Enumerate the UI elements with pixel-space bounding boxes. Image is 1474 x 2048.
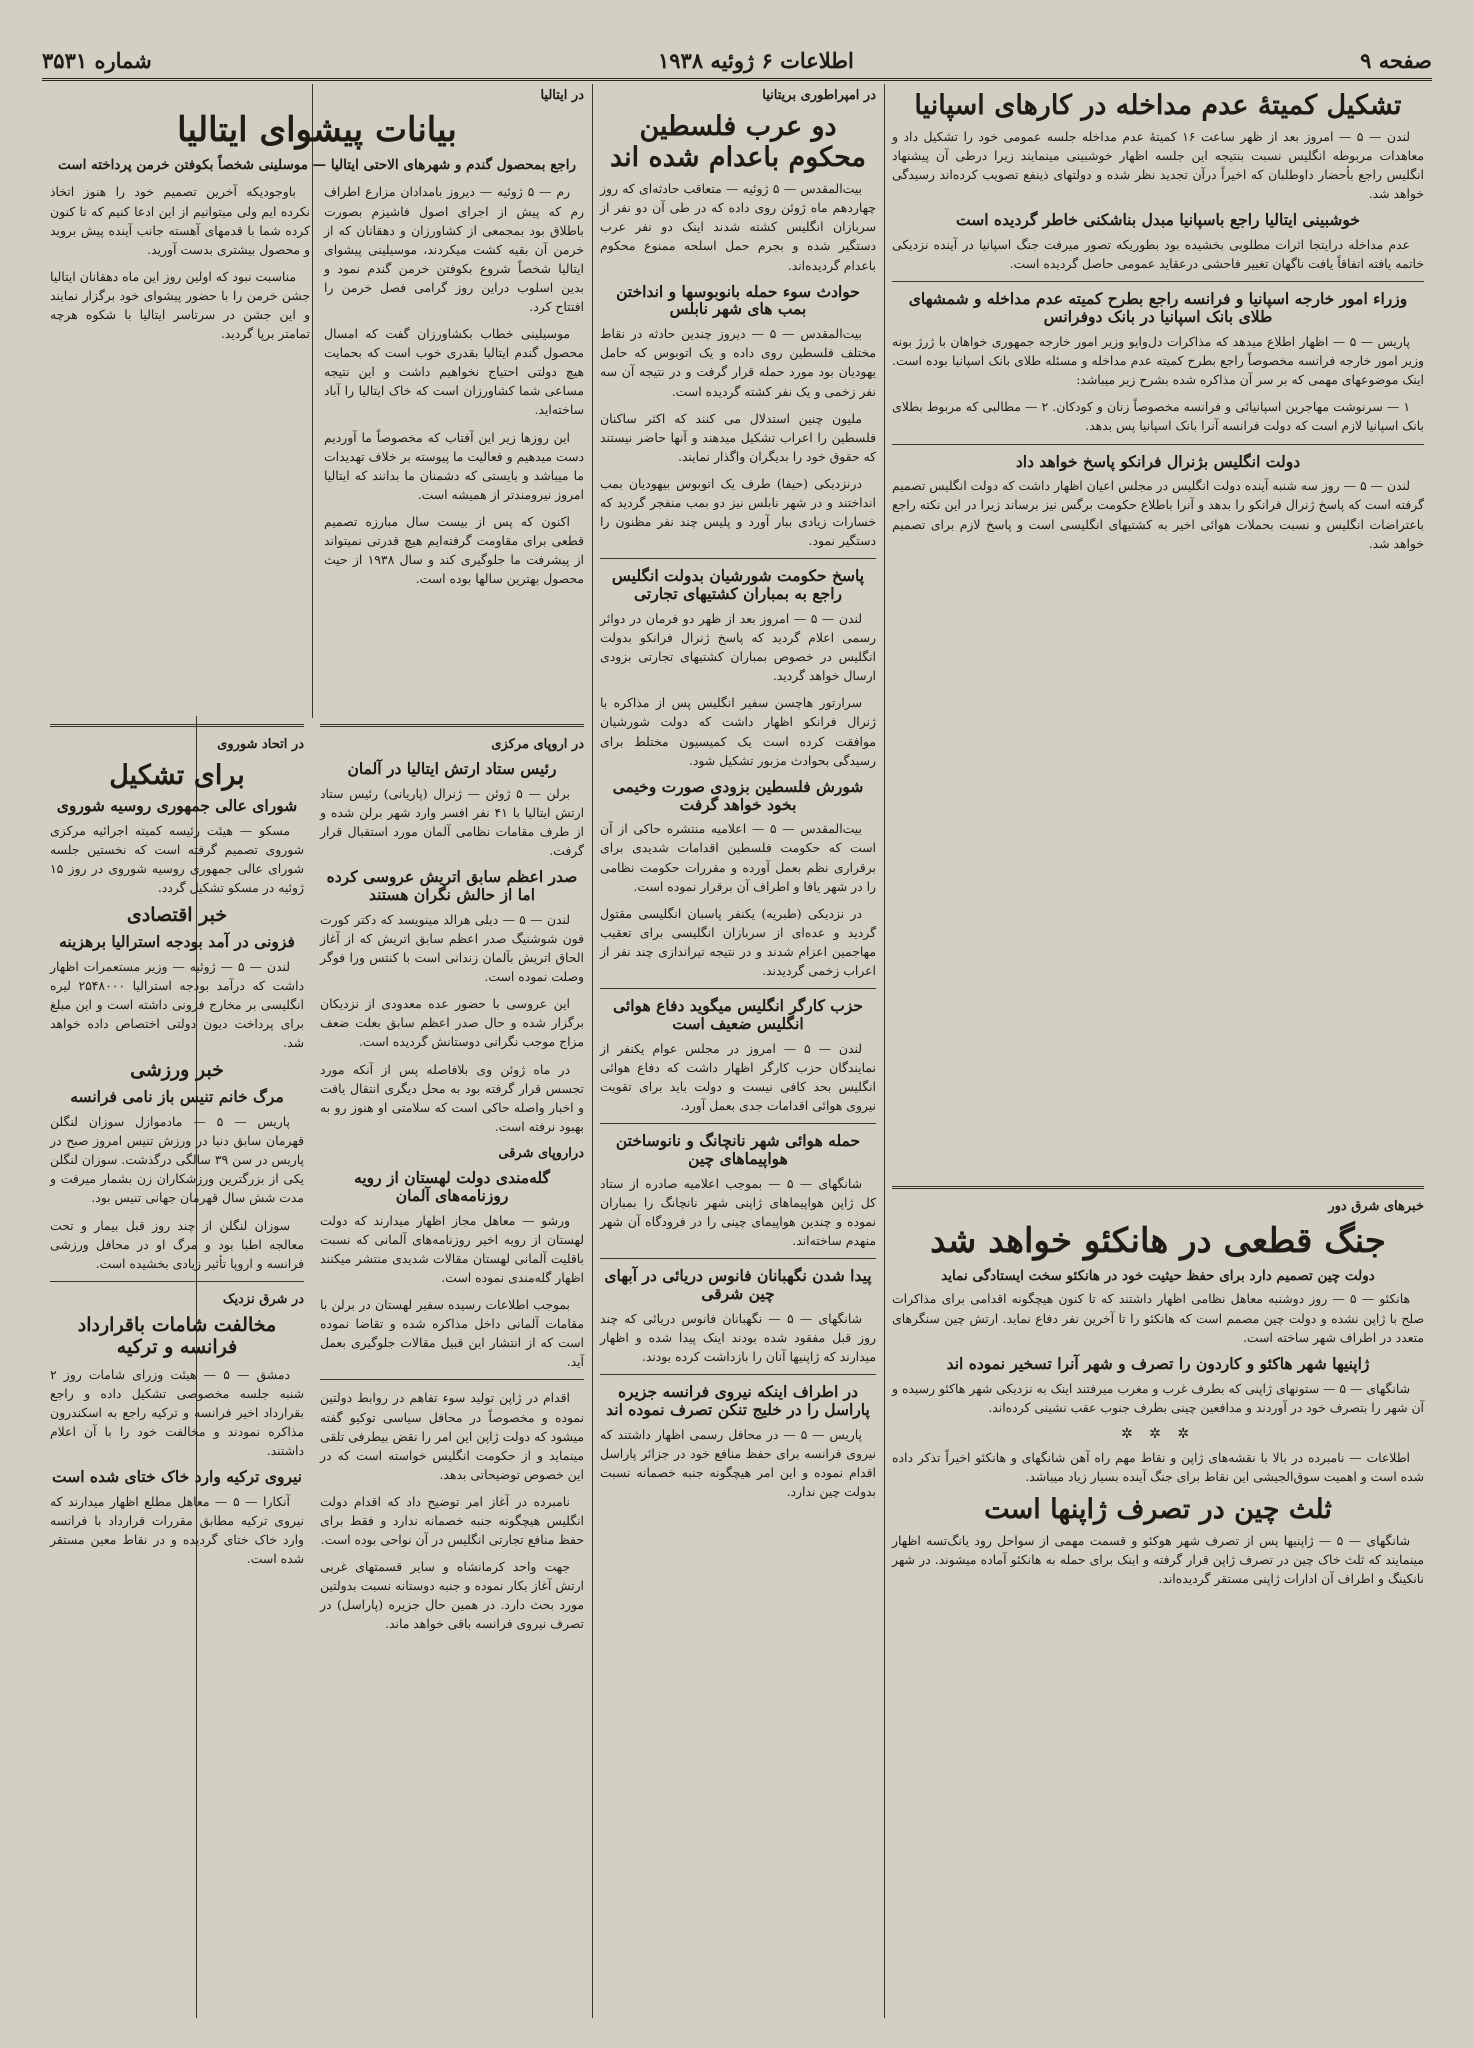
subheadline-china-resolve: دولت چین تصمیم دارد برای حفظ حیثیت خود در هانکئو سخت ایستادگی نماید bbox=[941, 1268, 1375, 1285]
page-header bbox=[42, 42, 1432, 81]
article-paragraph: بیت‌المقدس — ۵ — اعلامیه منتشره حاکی از آن است که حکومت فلسطین اقدامات شدیدی برای برقراری نظم بعمل آورده و مقررات حکومت نظامی را در شهر یافا و اطراف آن برقرار نموده است. bbox=[600, 821, 876, 894]
italy-two-column-body bbox=[50, 178, 584, 596]
divider bbox=[600, 1123, 876, 1124]
headline-rebel-reply: پاسخ حکومت شورشیان بدولت انگلیس راجع به بمباران کشتیهای تجارتی bbox=[611, 566, 865, 604]
article-paragraph: شانگهای — ۵ — ستونهای ژاپنی که بطرف غرب و مغرب میرفتند اینک به نزدیکی شهر هاکئو رسیده و آن شهر را بتصرف خود در آوردند و مدافعین چینی بطرف جنوب عقب نشینی کرده‌اند. bbox=[892, 1380, 1424, 1415]
headline-japanese-capture: ژاپنیها شهر هاکئو و کاردون را تصرف و شهر آنرا تسخیر نموده اند bbox=[946, 1353, 1370, 1373]
headline-spain-committee: تشکیل کمیتهٔ عدم مداخله در کارهای اسپانیا bbox=[914, 90, 1402, 121]
article-paragraph: هانکئو — ۵ — روز دوشنبه معاهل نظامی اظهار داشتند که تا کنون هیچگونه اقدامی برای مذاکرات صلح با ژاپن نشده و دولت چین مصمم است که هانکئو را تا آخرین نفر دفاع نماید. ارتش چین سنگرهای متعدد در اطراف شهر ساخته است. bbox=[892, 1291, 1424, 1345]
section-label-economy: خبر اقتصادی bbox=[126, 904, 228, 927]
headline-schuschnigg-marriage: صدر اعظم سابق اتریش عروسی کرده اما از حالش نگران هستند bbox=[326, 867, 578, 905]
divider bbox=[600, 1258, 876, 1259]
section-label-far-east: خبرهای شرق دور bbox=[1328, 1199, 1424, 1214]
article-paragraph: پاریس — ۵ — اظهار اطلاع میدهد که مذاکرات دل‌وایو وزیر امور خارجه جمهوری خواهان با ژرژ بونه وزیر امور خارجه فرانسه مخصوصاً راجع بطرح کمیته عدم مداخله و مسئله طلای بانک اسپانیا بوده است. اینک موضوعهای مهمی که بر سر آن مذاکره شده بشرح زیر میباشد: bbox=[892, 334, 1424, 388]
newspaper-dateline: اطلاعات ۶ ژوئیه ۱۹۳۸ bbox=[658, 47, 854, 73]
article-paragraph: درنزدیکی (حیفا) طرف یک اتوبوس بیهودیان بمب انداختند و در شهر نابلس نیز دو بمب منفجر گردید که خسارات زیادی ببار آورد و پلیس چند نفر مظنون را دستگیر نمود. bbox=[600, 475, 876, 549]
headline-palestine-executions: دو عرب فلسطین محکوم باعدام شده اند bbox=[609, 111, 867, 174]
headline-franco-reply: دولت انگلیس بژنرال فرانکو پاسخ خواهد داد bbox=[1015, 451, 1301, 471]
headline-poland-complaint: گله‌مندی دولت لهستان از رویه روزنامه‌های آلمان bbox=[354, 1168, 550, 1205]
article-paragraph: بیت‌المقدس — ۵ — دیروز چندین حادثه در نقاط مختلف فلسطین روی داده و یک اتوبوس که حامل یهودیان بود مورد حمله قرار گرفت و در نتیجه آن سه نفر زخمی و یک نفر کشته گردیده است. bbox=[600, 326, 876, 399]
asterism-divider: ✲ ✲ ✲ bbox=[1120, 1425, 1196, 1442]
article-paragraph: لندن — ۵ — امروز بعد از ظهر دو فرمان در دوائر رسمی اعلام گردید که پاسخ ژنرال فرانکو بدولت انگلیس در خصوص بمباران کشتیهای تجارتی بزودی ارسال خواهد گردید. bbox=[600, 610, 876, 684]
headline-paracel: در اطراف اینکه نیروی فرانسه جزیره پاراسل را در خلیج تنکن تصرف نموده اند bbox=[606, 1381, 870, 1419]
article-paragraph: نامبرده در آغاز امر توضیح داد که اقدام دولت انگلیس هیچگونه جنبه خصمانه ندارد و فقط برای حفظ منافع تجارتی انگلیس در آن نواحی بوده است. bbox=[320, 1493, 584, 1548]
article-paragraph: سرارتور هاچسن سفیر انگلیس پس از مذاکره با ژنرال فرانکو اظهار داشت که دولت شورشیان موافقت کرده است یک کمیسیون مختلط برای رسیدگی بحوادث مزبور تشکیل شود. bbox=[600, 695, 876, 768]
article-paragraph: شانگهای — ۵ — ژاپنیها پس از تصرف شهر هوکئو و قسمت مهمی از سواحل رود یانگ‌تسه اظهار مینمایند که ثلث خاک چین در تصرف ژاپن قرار گرفته و اینک برای حمله به هانکئو آماده میشوند. در شهر نانکینگ و اطراف آن ادارات ژاپنی مستقر گردیده‌اند. bbox=[892, 1533, 1424, 1587]
article-paragraph: ورشو — معاهل مجاز اظهار میدارند که دولت لهستان از رویه اخیر روزنامه‌های آلمانی که نسبت باقلیت آلمانی لهستان مقالات شدیدی منتشر میکنند اظهار گله‌مندی نموده است. bbox=[320, 1212, 584, 1285]
article-paragraph: ۱ — سرنوشت مهاجرین اسپانیائی و فرانسه مخصوصاً زنان و کودکان. ۲ — مطالبی که مربوط بطلای بانک اسپانیا لازم است که دولت فرانسه آنرا بانک اسپانیا پس بدهد. bbox=[892, 399, 1424, 434]
divider bbox=[892, 444, 1424, 445]
article-paragraph: اکنون که پس از بیست سال مبارزه تصمیم قطعی برای مقاومت گرفته‌ایم هیچ قدرتی نمیتواند از پیشرفت ما جلوگیری کند و سال ۱۹۳۸ از حیث محصول بهترین سالها بوده است. bbox=[324, 513, 584, 587]
column-world-news bbox=[42, 716, 312, 2018]
divider bbox=[50, 1281, 304, 1282]
headline-australia-budget: فزونی در آمد بودجه استرالیا برهزینه bbox=[59, 932, 295, 952]
article-paragraph: اطلاعات — نامبرده در بالا با نقشه‌های ژاپن و نقاط مهم راه آهن شانگهای و هانکئو اخیراً تذکر داده شده است و اهمیت سوق‌الجیشی این نقاط برای جنگ آینده بسیار زیاد میباشد. bbox=[892, 1449, 1424, 1484]
headline-duce-speech: بیانات پیشوای ایتالیا bbox=[177, 110, 457, 151]
article-paragraph: رم — ۵ ژوئیه — دیروز بامدادان مزارع اطراف رم که پیش از اجرای اصول فاشیزم بصورت باطلاق بود بمجمعی از کشاورزان و دهقانان که از خرمن آن بقیه کشت میکردند، موسیلینی پیشوای ایتالیا شخصاً شروع بکوفتن خرمن گندم نمود و بدین اسلوب دراین روز گرامی فصل خرمن را افتتاح کرد. bbox=[324, 184, 584, 314]
section-label-british-empire: در امپراطوری بریتانیا bbox=[762, 88, 876, 103]
headline-turkey-hatay: نیروی ترکیه وارد خاک ختای شده است bbox=[52, 1467, 302, 1487]
article-paragraph: در نزدیکی (طبریه) یکنفر پاسبان انگلیسی مقتول گردید و عده‌ای از سربازان انگلیسی برای تعقیب مهاجمین اعزام شدند و در نتیجه تیراندازی چند نفر از اعراب زخمی گردیدند. bbox=[600, 905, 876, 978]
article-paragraph: جهت واحد کرمانشاه و سایر قسمتهای غربی ارتش آغاز بکار نموده و جنبه دوستانه نسبت بدولتین مورد بحث دارد. در همین حال جزیره (پاراسل) در تصرف نیروی فرانسه باقی خواهد ماند. bbox=[320, 1559, 584, 1632]
article-paragraph: باوجودیکه آخرین تصمیم خود را هنوز اتخاذ نکرده ایم ولی میتوانیم از این ادعا کنیم که تا کنون کرده شما با قدمهای آهسته جانب آینده پیش بروید و محصول بیشتری بدست آورید. bbox=[50, 184, 310, 257]
section-label-near-east: در شرق نزدیک bbox=[222, 1291, 304, 1307]
section-far-east bbox=[884, 1178, 1432, 2018]
article-paragraph: سوزان لنگلن از چند روز قبل بیمار و تحت معالجه اطبا بود و مرگ او در محافل ورزشی فرانسه و اروپا تأثیر زیادی بخشیده است. bbox=[50, 1217, 304, 1271]
issue-number: شماره ۳۵۳۱ bbox=[42, 47, 152, 73]
headline-tennis-death: مرگ خانم تنیس باز نامی فرانسه bbox=[70, 1087, 284, 1107]
divider bbox=[320, 724, 584, 727]
section-label-eastern-europe: دراروپای شرقی bbox=[498, 1145, 584, 1161]
italy-right-column bbox=[324, 178, 584, 596]
article-paragraph: این روزها زیر این آفتاب که مخصوصاً ما آوردیم دست میدهیم و فعالیت ما پیوسته بر خلاف تهدیدات ما میباشد و بایستی که دشمنان ما بدانند که ایتالیا امروز نیرومندتر از همیشه است. bbox=[324, 429, 584, 502]
divider bbox=[892, 281, 1424, 282]
headline-nanchang-raid: حمله هوائی شهر نانچانگ و نانوساختن هواپیماهای چین bbox=[615, 1131, 861, 1168]
headline-hankow-battle: جنگ قطعی در هانکئو خواهد شد bbox=[930, 1221, 1386, 1262]
article-paragraph: لندن — ۵ — امروز در مجلس عوام یکنفر از نمایندگان حزب کارگر اظهار داشت که دفاع هوائی انگلیس بحد کافی نیست و دولت باید برای تقویت نیروی هوائی اقدامات جدی بعمل آورد. bbox=[600, 1040, 876, 1113]
column-spain bbox=[884, 84, 1432, 1248]
divider bbox=[50, 724, 304, 727]
headline-lighthouse-keepers: پیدا شدن نگهبانان فانوس دریائی در آبهای چین شرقی bbox=[604, 1266, 872, 1303]
section-label-soviet: در اتحاد شوروی bbox=[217, 737, 304, 752]
headline-palestine-revolt: شورش فلسطین بزودی صورت وخیمی بخود خواهد گرفت bbox=[612, 776, 864, 814]
section-label-italy: در ایتالیا bbox=[540, 88, 584, 103]
article-paragraph: لندن — ۵ — روز سه شنبه آینده دولت انگلیس در مجلس اعیان اظهار داشت که دولت انگلیس تصمیم گرفته است که پاسخ ژنرال فرانکو را بدهد و آنرا باطلاع حکومت برگس نیز برساند زیرا در این نکته راجع باعتراضات انگلیس و نسبت بحملات هوائی اخیر به کشتیهای انگلیسی است و پاسخ لازم برای تصمیم خواهد شد. bbox=[892, 478, 1424, 551]
headline-air-defense: حزب کارگر انگلیس میگوید دفاع هوائی انگلیس ضعیف است bbox=[613, 996, 863, 1033]
page-number: صفحه ۹ bbox=[1360, 47, 1432, 73]
section-label-sport: خبر ورزشی bbox=[130, 1059, 224, 1082]
column-british-empire bbox=[592, 84, 884, 2018]
article-paragraph: شانگهای — ۵ — بموجب اعلامیه صادره از ستاد کل ژاپن هواپیماهای ژاپنی شهر نانچانگ را بمباران نموده و چندین هواپیمای چینی را در فرودگاه آن شهر منهدم ساخته‌اند. bbox=[600, 1175, 876, 1248]
article-paragraph: ملیون چنین استدلال می کنند که اکثر ساکنان فلسطین را اعراب تشکیل میدهند و آنها حاضر نیستند که حقوق خود را بدیگران واگذار نمایند. bbox=[600, 410, 876, 464]
article-paragraph: برلن — ۵ ژوئن — ژنرال (پاریانی) رئیس ستاد ارتش ایتالیا با ۴۱ نفر افسر وارد شهر برلن شده و از طرف مقامات نظامی آلمان مورد استقبال قرار گرفت. bbox=[320, 785, 585, 859]
article-paragraph: مناسبت نبود که اولین روز این ماه دهقانان ایتالیا جشن خرمن را با حضور پیشوای خود برگزار نمایند و این جشن در سرتاسر ایتالیا با شکوه هرچه تمامتر برپا گردید. bbox=[50, 268, 310, 342]
subheadline-wheat-harvest: راجع بمحصول گندم و شهرهای الاحتی ایتالیا — موسلینی شخصاً بکوفتن خرمن پرداخته است bbox=[58, 157, 576, 174]
section-italy bbox=[42, 84, 592, 718]
article-paragraph: لندن — ۵ — امروز بعد از ظهر ساعت ۱۶ کمیتهٔ عدم مداخله جلسه عمومی خود را تشکیل داد و معاهدات مربوطه انگلیس نسبت بنتیجه این جلسه اظهار خوشبینی مینمایند زیرا درطی آن پیشنهاد انگلیس راجع بأحضار داوطلبان که اخیراً درآن تجدید نظر شده و دولتهای ذینفع تصویب کرده‌اند رسیدگی خواهد شد. bbox=[892, 129, 1424, 202]
headline-syria-opposition: مخالفت شامات باقرارداد فرانسه و ترکیه bbox=[77, 1313, 277, 1358]
column-central-europe bbox=[312, 716, 592, 2018]
article-paragraph: بیت‌المقدس — ۵ ژوئیه — متعاقب حادثه‌ای که روز چهاردهم ماه ژوئن روی داده که در طی آن دو نفر از سربازان انگلیس کشته شدند اینک دو نفر عرب دستگیر شده و بجرم حمل اسلحه ممنوع محکوم باعدام گردیده‌اند. bbox=[600, 181, 876, 273]
article-paragraph: این عروسی با حضور عده معدودی از نزدیکان برگزار شده و حال صدر اعظم سابق بعلت ضعف مزاج موجب نگرانی دوستانش گردیده است. bbox=[320, 996, 584, 1050]
article-paragraph: بموجب اطلاعات رسیده سفیر لهستان در برلن با مقامات آلمانی داخل مذاکره شده و تقاضا نموده است که از انتشار این قبیل مقالات جلوگیری بعمل آید. bbox=[320, 1297, 584, 1370]
divider bbox=[320, 1379, 584, 1380]
headline-third-of-china: ثلث چین در تصرف ژاپنها است bbox=[984, 1493, 1332, 1525]
divider bbox=[600, 988, 876, 989]
article-paragraph: مسکو — هیئت رئیسه کمیته اجرائیه مرکزی شوروی تصمیم گرفته است که نخستین جلسه شورای عالی جمهوری روسیه شوروی در روز ۱۵ ژوئیه در مسکو تشکیل گردد. bbox=[50, 822, 304, 896]
article-paragraph: آنکارا — ۵ — معاهل مطلع اظهار میدارند که نیروی ترکیه مطابق مقررات قرارداد با فرانسه وارد خاک ختای گردیده و در نقاط معین مستقر شده است. bbox=[50, 1493, 304, 1567]
headline-nablus-bombs: حوادث سوء حمله بانوبوسها و انداختن بمب های شهر نابلس bbox=[616, 281, 860, 319]
headline-soviet-council: شورای عالی جمهوری روسیه شوروی bbox=[56, 796, 298, 816]
article-paragraph: لندن — ۵ — ژوئیه — وزیر مستعمرات اظهار داشت که درآمد بودجه استرالیا ۲۵۴۸۰۰۰ لیره انگلیسی بر مخارج فزونی داشته است و این مبلغ برای پرداخت دیون دولتی اختصاص داده خواهد شد. bbox=[50, 958, 304, 1051]
headline-foreign-ministers: وزراء امور خارجه اسپانیا و فرانسه راجع بطرح کمیته عدم مداخله و شمشهای طلای بانک اسپانیا در بانک دوفرانس bbox=[908, 289, 1408, 327]
headline-italy-optimism: خوشبینی ایتالیا راجع باسپانیا مبدل بناشکنی خاطر گردیده است bbox=[956, 210, 1360, 230]
headline-italian-chief-of-staff: رئیس ستاد ارتش ایتالیا در آلمان bbox=[347, 759, 557, 779]
headline-formation: برای تشکیل bbox=[109, 760, 245, 792]
divider bbox=[600, 558, 876, 559]
divider bbox=[600, 1374, 876, 1375]
article-paragraph: عدم مداخله درایتجا اثرات مطلوبی بخشیده بود بطوریکه تصور میرفت جنگ اسپانیا در آینده نزدیکی خاتمه یافته اتفاقاً یافت ناگهان تغییر فاحشی درعقاید عمومی حاصل گردیده است. bbox=[892, 237, 1424, 272]
article-paragraph: دمشق — ۵ — هیئت وزرای شامات روز ۲ شنبه جلسه مخصوصی تشکیل داده و راجع بقرارداد اخیر فرانسه و ترکیه راجع به اسکندرون مذاکره نمودند و مخالفت خود را با آن اعلام داشتند. bbox=[50, 1366, 304, 1459]
article-paragraph: موسیلینی خطاب بکشاورزان گفت که امسال محصول گندم ایتالیا بقدری خوب است که بحمایت هیچ دولتی احتیاج نخواهیم داشت و این نتیجه مساعی شما کشاورزان است که خاک ایتالیا را آباد ساخته‌اید. bbox=[324, 326, 584, 418]
article-paragraph: پاریس — ۵ — در محافل رسمی اظهار داشتند که نیروی فرانسه برای حفظ منافع خود در جزائر پاراسل اقدام نموده و این امر هیچگونه جنبه خصمانه نسبت بدولت چین ندارد. bbox=[600, 1426, 876, 1499]
article-paragraph: شانگهای — ۵ — نگهبانان فانوس دریائی که چند روز قبل مفقود شده بودند اینک پیدا شده و اظهار میدارند که ژاپنیها آنان را بازداشت کرده بودند. bbox=[600, 1310, 876, 1364]
article-paragraph: پاریس — ۵ — مادموازل سوزان لنگلن قهرمان سابق دنیا در ورزش تنیس امروز صبح در پاریس در سن ۳۹ سالگی درگذشت. سوزان لنگلن یکی از بزرگترین ورزشکاران زن بشمار میرفت و مدت شش سال قهرمان جهانی تنیس بود. bbox=[50, 1114, 304, 1206]
divider bbox=[892, 1186, 1424, 1189]
section-label-central-europe: در اروپای مرکزی bbox=[491, 737, 584, 752]
italy-left-column bbox=[50, 178, 310, 596]
article-paragraph: اقدام در ژاپن تولید سوء تفاهم در روابط دولتین نموده و مخصوصاً در محافل سیاسی توکیو گفته میشود که دولت ژاپن این امر را نقض بیطرفی تلقی مینماید و از حکومت انگلیس خواسته است که در این خصوص توضیحاتی بدهد. bbox=[320, 1390, 584, 1482]
article-paragraph: در ماه ژوئن وی بلافاصله پس از آنکه مورد تجسس قرار گرفته بود به محل دیگری انتقال یافت و اخبار واصله حاکی است که سلامتی او هنوز رو به بهبود نرفته است. bbox=[320, 1061, 584, 1134]
article-paragraph: لندن — ۵ — دیلی هرالد مینویسد که دکتر کورت فون شوشنیگ صدر اعظم سابق اتریش که از آغاز الحاق اتریش بآلمان زندانی است با کنتس ورا فوگر وصلت نموده است. bbox=[320, 911, 584, 985]
